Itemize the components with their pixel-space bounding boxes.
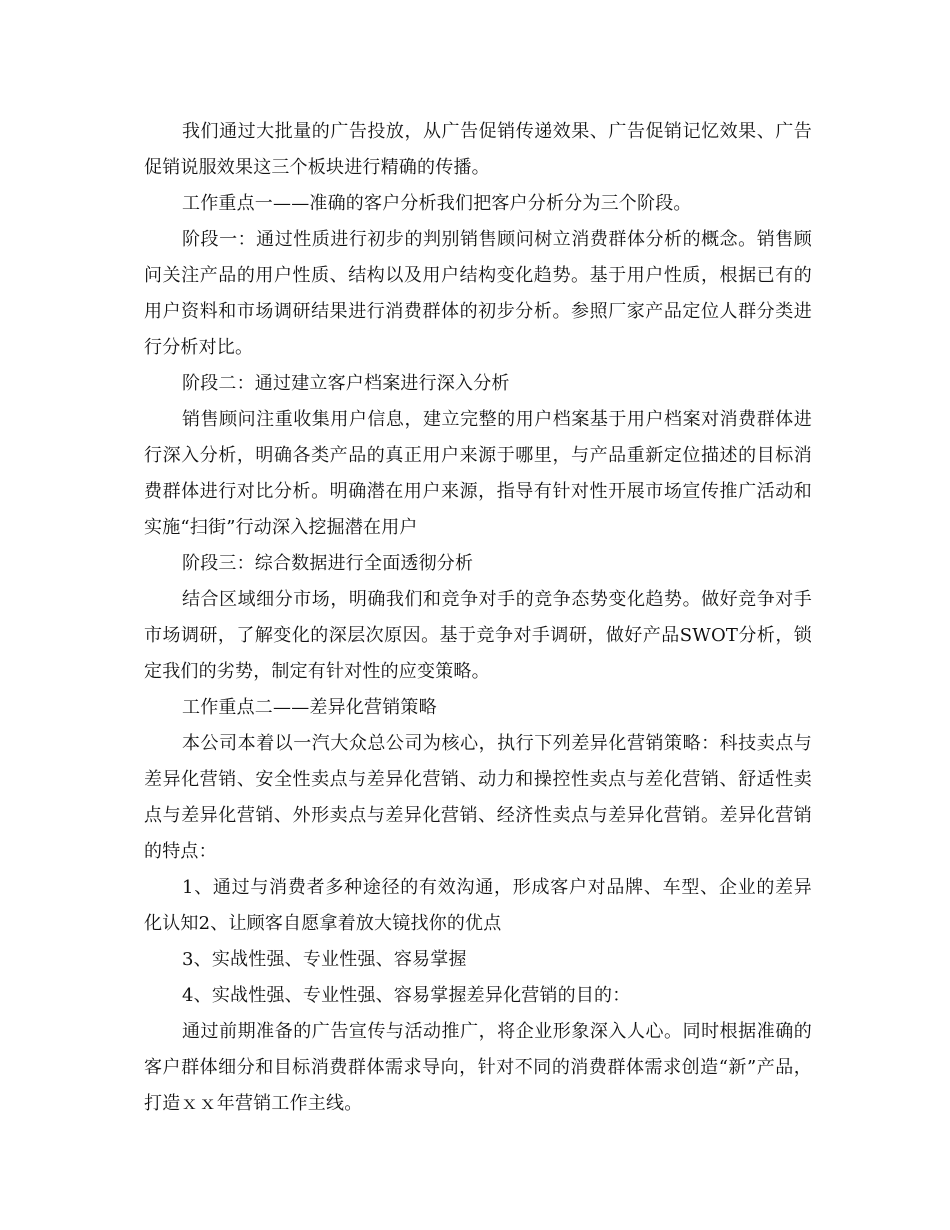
paragraph-stage-three-heading: 阶段三：综合数据进行全面透彻分析 [182,553,474,574]
paragraph-stage-three-body: 结合区域细分市场，明确我们和竞争对手的竞争态势变化趋势。做好竞争对手市场调研，了解变化的深层次原因。基于竞争对手调研，做好产品SWOT分析，锁定我们的劣势，制定有针对性的应变策略。 [144,589,812,682]
paragraph-stage-two-heading: 阶段二：通过建立客户档案进行深入分析 [182,373,510,394]
paragraph-differentiation-strategy: 本公司本着以一汽大众总公司为核心，执行下列差异化营销策略：科技卖点与差异化营销、安全性卖点与差异化营销、动力和操控性卖点与差化营销、舒适性卖点与差异化营销、外形卖点与差异化营销、经济性卖点与差异化营销。差异化营销的特点： [144,733,812,862]
list-item-4: 4、实战性强、专业性强、容易掌握差异化营销的目的： [182,985,631,1006]
list-item-1: 1、通过与消费者多种途径的有效沟通，形成客户对品牌、车型、企业的差异化认知2、让顾客自愿拿着放大镜找你的优点 [144,877,812,934]
paragraph-ad-placement: 我们通过大批量的广告投放，从广告促销传递效果、广告促销记忆效果、广告促销说服效果这三个板块进行精确的传播。 [144,121,812,178]
paragraph-focus-one-heading: 工作重点一——准确的客户分析我们把客户分析分为三个阶段。 [182,193,692,214]
paragraph-stage-two-body: 销售顾问注重收集用户信息，建立完整的用户档案基于用户档案对消费群体进行深入分析，明确各类产品的真正用户来源于哪里，与产品重新定位描述的目标消费群体进行对比分析。明确潜在用户来源，指导有针对性开展市场宣传推广活动和实施“扫街”行动深入挖掘潜在用户 [144,409,812,538]
document-body [144,114,812,1122]
paragraph-stage-one: 阶段一：通过性质进行初步的判别销售顾问树立消费群体分析的概念。销售顾问关注产品的用户性质、结构以及用户结构变化趋势。基于用户性质，根据已有的用户资料和市场调研结果进行消费群体的初步分析。参照厂家产品定位人群分类进行分析对比。 [144,229,812,358]
paragraph-conclusion: 通过前期准备的广告宣传与活动推广，将企业形象深入人心。同时根据准确的客户群体细分和目标消费群体需求导向，针对不同的消费群体需求创造“新”产品，打造ｘｘ年营销工作主线。 [144,1021,812,1114]
list-item-3: 3、实战性强、专业性强、容易掌握 [182,949,467,970]
paragraph-focus-two-heading: 工作重点二——差异化营销策略 [182,697,437,718]
